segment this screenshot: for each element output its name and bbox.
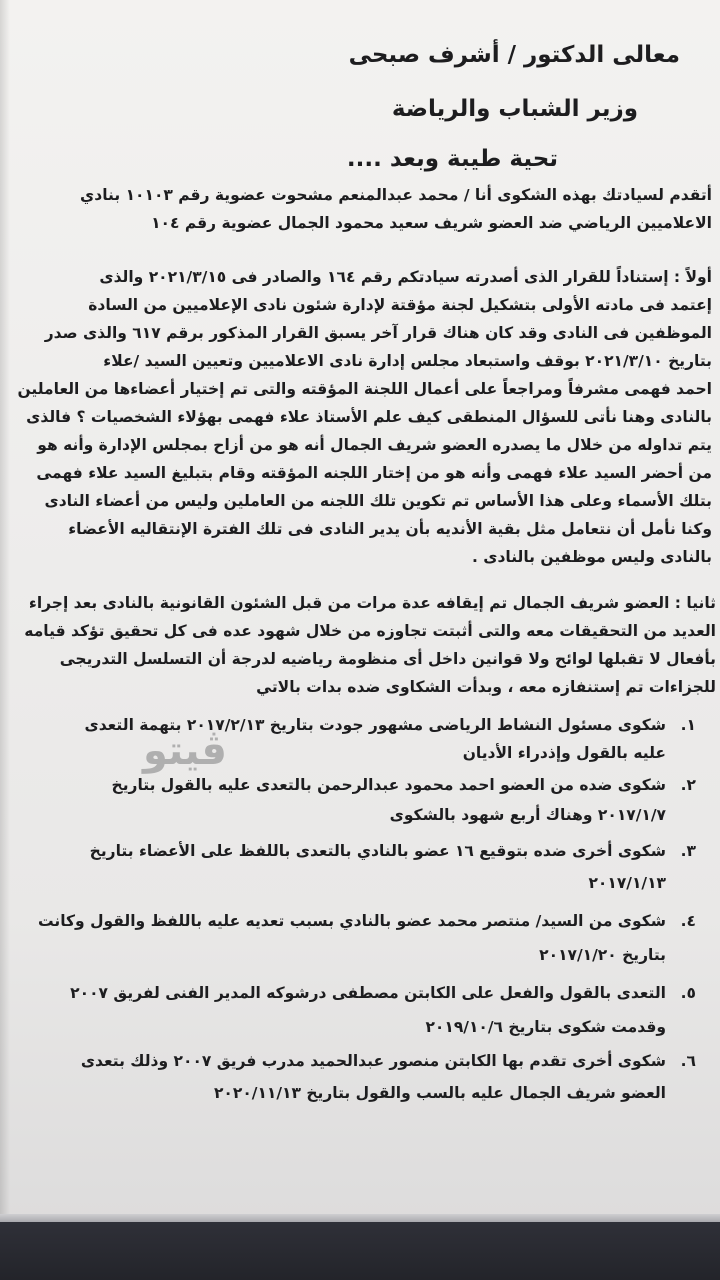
watermark-logo: ڤيتو (143, 728, 227, 774)
complaint-number: ٤. (680, 912, 696, 930)
page-shadow (0, 0, 10, 1222)
first-section-line-1: أولاً : إستناداً للقرار الذى أصدرته سيادتكم رقم ١٦٤ والصادر فى ٢٠٢١/٣/١٥ والذى (99, 268, 712, 286)
complaint-number: ٥. (680, 984, 696, 1002)
complaint-line: بتاريخ ٢٠١٧/١/٢٠ (539, 946, 666, 964)
salutation: معالى الدكتور / أشرف صبحى (348, 42, 680, 68)
intro-line-2: الاعلاميين الرياضي ضد العضو شريف سعيد محمود الجمال عضوية رقم ١٠٤ (151, 214, 712, 232)
complaint-line: شكوى أخرى تقدم بها الكابتن منصور عبدالحميد مدرب فريق ٢٠٠٧ وذلك بتعدى (80, 1052, 666, 1070)
first-section-line-2: إعتمد فى مادته الأولى بتشكيل لجنة مؤقتة لإدارة شئون نادى الإعلاميين من السادة (88, 296, 712, 314)
complaint-number: ٢. (680, 776, 696, 794)
intro-line-1: أتقدم لسيادتك بهذه الشكوى أنا / محمد عبدالمنعم مشحوت عضوية رقم ١٠١٠٣ بنادي (80, 186, 712, 204)
first-section-line-5: احمد فهمى مشرفاً ومراجعاً على أعمال اللجنة المؤقته والتى تم إختيار أعضاءها من العاملين (17, 380, 712, 398)
complaint-line: ٢٠١٧/١/١٣ (588, 874, 666, 892)
first-section-line-3: الموظفين فى النادى وقد كان هناك قرار آخر يسبق القرار المذكور برقم ٦١٧ والذى صدر (44, 324, 712, 342)
first-section-line-11: بالنادى وليس موظفين بالنادى . (471, 548, 712, 566)
paper-edge (0, 1214, 720, 1222)
greeting: تحية طيبة وبعد .... (346, 146, 558, 172)
second-section-line-4: للجزاءات تم إستنفازه معه ، وبدأت الشكاوى ضده بدات بالاتي (256, 678, 716, 696)
complaint-line: ٢٠١٧/١/٧ وهناك أربع شهود بالشكوى (389, 806, 666, 824)
first-section-line-10: وكنا نأمل أن نتعامل مثل بقية الأنديه بأن يدير النادى فى تلك الفترة الإنتقاليه الأعضاء (68, 520, 712, 538)
complaint-line: شكوى أخرى ضده بتوقيع ١٦ عضو بالنادي بالتعدى باللفظ على الأعضاء بتاريخ (89, 842, 666, 860)
complaint-line: عليه بالقول وإذدراء الأديان (462, 744, 666, 762)
first-section-line-6: بالنادى وهنا نأتى للسؤال المنطقى كيف علم الأستاذ علاء فهمى بهؤلاء الشخصيات ؟ فالذى (26, 408, 712, 426)
first-section-line-8: من أحضر السيد علاء فهمى وأنه هو من إختار اللجنه المؤقته وقام بتبليغ السيد علاء فهمى (36, 464, 712, 482)
complaint-number: ٣. (680, 842, 696, 860)
complaint-line: التعدى بالقول والفعل على الكابتن مصطفى درشوكه المدير الفنى لفريق ٢٠٠٧ (70, 984, 666, 1002)
complaint-number: ٦. (680, 1052, 696, 1070)
first-section-line-4: بتاريخ ٢٠٢١/٣/١٠ بوقف واستبعاد مجلس إدارة نادى الاعلاميين وتعيين السيد /علاء (103, 352, 712, 370)
second-section-line-3: بأفعال لا تقبلها لوائح ولا قوانين داخل أى منظومة رياضيه لدرجة أن التسلسل التدريجى (59, 650, 716, 668)
first-section-line-7: يتم تداوله من خلال ما يصدره العضو شريف الجمال أنه هو من أزاح بمجلس الإدارة وأنه هو (37, 436, 712, 454)
complaint-line: شكوى ضده من العضو احمد محمود عبدالرحمن بالتعدى عليه بالقول بتاريخ (111, 776, 666, 794)
complaint-line: شكوى مسئول النشاط الرياضى مشهور جودت بتاريخ ٢٠١٧/٢/١٣ بتهمة التعدى (84, 716, 666, 734)
second-section-line-1: ثانيا : العضو شريف الجمال تم إيقافه عدة مرات من قبل الشئون القانونية بالنادى بعد إجراء (28, 594, 716, 612)
complaint-number: ١. (680, 716, 696, 734)
table-surface (0, 1222, 720, 1280)
complaint-line: وقدمت شكوى بتاريخ ٢٠١٩/١٠/٦ (425, 1018, 666, 1036)
minister-title: وزير الشباب والرياضة (391, 96, 638, 122)
complaint-line: شكوى من السيد/ منتصر محمد عضو بالنادي بسبب تعديه عليه باللفظ والقول وكانت (38, 912, 666, 930)
complaint-line: العضو شريف الجمال عليه بالسب والقول بتاريخ ٢٠٢٠/١١/١٣ (213, 1084, 666, 1102)
second-section-line-2: العديد من التحقيقات معه والتى أثبتت تجاوزه من خلال شهود عده فى كل تحقيق تؤكد قيامه (24, 622, 716, 640)
first-section-line-9: بتلك الأسماء وعلى هذا الأساس تم تكوين تلك اللجنه من العاملين وليس من أعضاء النادى (44, 492, 712, 510)
